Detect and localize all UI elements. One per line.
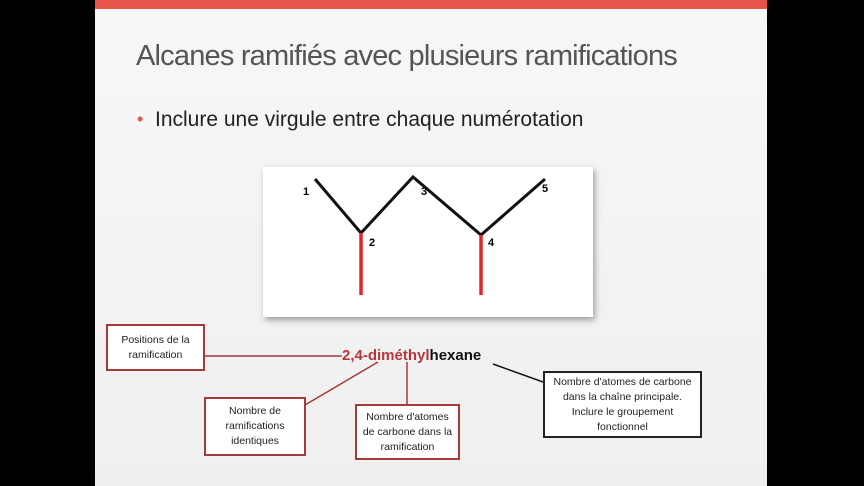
compound-name xyxy=(342,347,481,364)
carbon-number-3: 3 xyxy=(421,186,428,198)
slide-title: Alcanes ramifiés avec plusieurs ramifications xyxy=(136,40,677,72)
callout-branch-carbons: Nombre d'atomes de carbone dans la ramification xyxy=(355,404,460,460)
compound-suffix: hexane xyxy=(429,347,482,364)
carbon-number-2: 2 xyxy=(369,237,376,249)
callout-main-chain: Nombre d'atomes de carbone dans la chaîne principale. Inclure le groupement fonctionnel xyxy=(543,371,702,438)
carbon-number-1: 1 xyxy=(303,186,310,198)
callout-positions: Positions de la ramification xyxy=(106,324,205,371)
carbon-number-4: 4 xyxy=(488,237,495,249)
bullet-icon: • xyxy=(137,109,144,129)
callout-count: Nombre de ramifications identiques xyxy=(204,397,306,456)
carbon-number-5: 5 xyxy=(542,183,549,195)
connector-count xyxy=(305,362,378,405)
slide xyxy=(95,0,767,486)
connector-main-chain xyxy=(493,364,543,382)
compound-prefix: 2,4-diméthyl xyxy=(342,347,430,364)
bullet-text: Inclure une virgule entre chaque numérotation xyxy=(155,108,584,131)
